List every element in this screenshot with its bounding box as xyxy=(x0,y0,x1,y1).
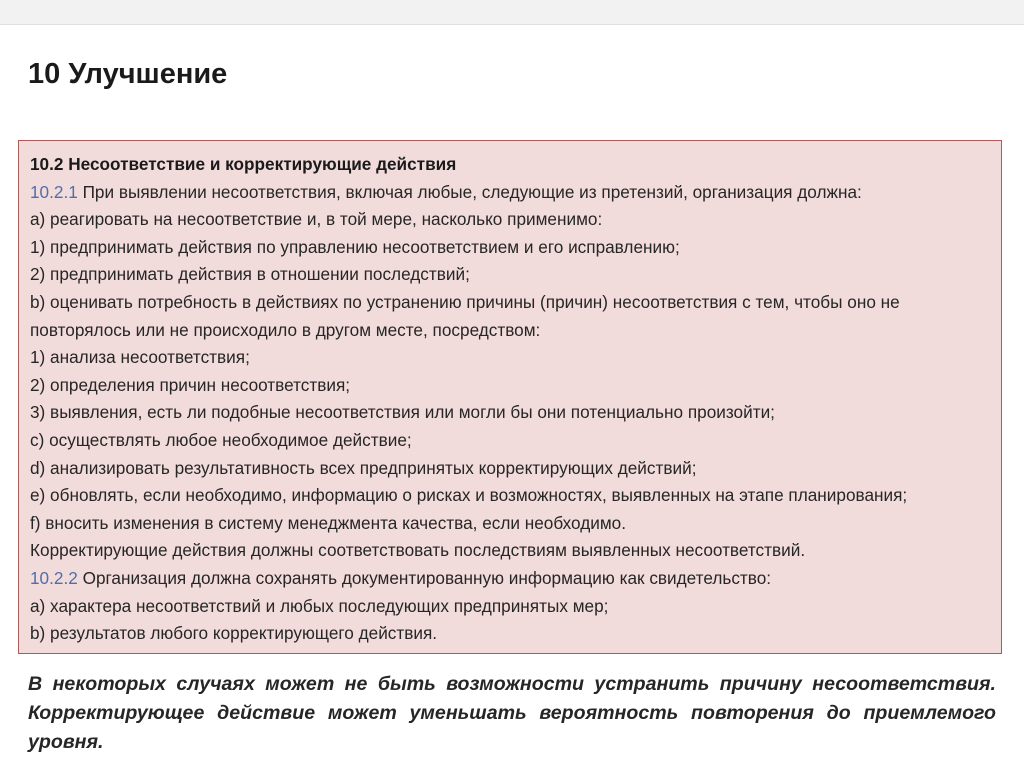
clause-line: 2) определения причин несоответствия; xyxy=(30,374,351,395)
clause-text: При выявлении несоответствия, включая любые, следующие из претензий, организация должна: xyxy=(77,181,862,202)
clause-line: а) реагировать на несоответствие и, в той мере, насколько применимо: xyxy=(30,209,603,230)
clause-line: e) обновлять, если необходимо, информацию о рисках и возможностях, выявленных на этапе планирования; xyxy=(30,485,908,506)
clause-number: 10.2.2 xyxy=(30,567,78,588)
clause-line: 1) анализа несоответствия; xyxy=(30,347,250,368)
clause-line: 1) предпринимать действия по управлению несоответствием и его исправлению; xyxy=(30,236,680,257)
clause-line: f) вносить изменения в систему менеджмента качества, если необходимо. xyxy=(30,512,627,533)
clause-10-2-1 xyxy=(30,179,1001,207)
clause-line: b) результатов любого корректирующего действия. xyxy=(30,623,438,644)
clause-line: 2) предпринимать действия в отношении последствий; xyxy=(30,264,470,285)
clause-text: Организация должна сохранять документированную информацию как свидетельство: xyxy=(77,567,772,588)
clause-line: Корректирующие действия должны соответствовать последствиям выявленных несоответствий. xyxy=(30,540,806,561)
clause-line: a) характера несоответствий и любых последующих предпринятых мер; xyxy=(30,595,609,616)
clause-line: повторялось или не происходило в другом месте, посредством: xyxy=(30,319,541,340)
clause-line: d) анализировать результативность всех предпринятых корректирующих действий; xyxy=(30,457,697,478)
clause-line: b) оценивать потребность в действиях по устранению причины (причин) несоответствия с тем, чтобы оно не xyxy=(30,291,900,312)
clause-line: c) осуществлять любое необходимое действие; xyxy=(30,429,412,450)
clause-heading: 10.2 Несоответствие и корректирующие действия xyxy=(30,154,457,174)
clause-box xyxy=(18,140,1002,654)
italic-note: В некоторых случаях может не быть возможности устранить причину несоответствия. Корректирующее действие может уменьшать вероятность повторения до приемлемого уровня. xyxy=(28,673,996,753)
clause-line: 3) выявления, есть ли подобные несоответствия или могли бы они потенциально произойти; xyxy=(30,402,775,423)
top-border xyxy=(0,0,1024,25)
clause-number: 10.2.1 xyxy=(30,181,78,202)
slide-title: 10 Улучшение xyxy=(28,58,228,90)
clause-10-2-2 xyxy=(30,565,1001,593)
